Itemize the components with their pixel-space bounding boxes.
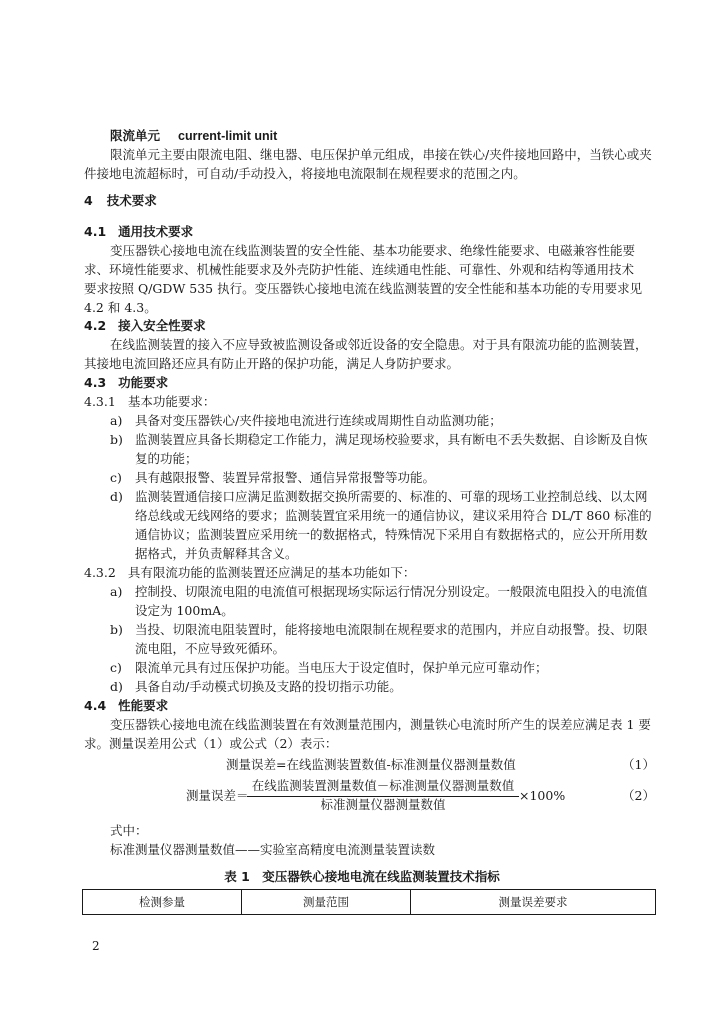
section-number: 4.3.1 [84,394,116,409]
section-4-3-2-heading [84,565,415,581]
section-4-3-1-heading [84,394,215,410]
section-number: 4.1 [84,224,107,239]
list-item-label: a) [110,413,123,428]
table-caption: 表 1 变压器铁心接地电流在线监测装置技术指标 [224,869,500,884]
spec-table [82,889,656,915]
list-item-label: c) [110,470,122,485]
formula-2-suffix: ×100% [519,788,566,803]
section-number: 4.2 [84,318,107,333]
table-header-cell: 测量范围 [242,890,411,915]
formula-1: 测量误差=在线监测装置数值-标准测量仪器测量数值 [226,757,516,772]
list-item-label: c) [110,660,122,675]
section-4-4-line: 变压器铁心接地电流在线监测装置在有效测量范围内，测量铁心电流时所产生的误差应满足表 1 要 [110,717,651,732]
list-item-text: 监测装置应具备长期稳定工作能力，满足现场校验要求，具有断电不丢失数据、自诊断及自恢 [135,432,648,447]
definition-line-2: 件接地电流超标时，可自动/手动投入，将接地电流限制在规程要求的范围之内。 [84,166,526,181]
list-item-label: d) [110,489,123,504]
section-title: 接入安全性要求 [118,318,206,333]
section-4-4-heading [84,698,168,714]
section-number: 4 [84,193,93,208]
list-item-text: 复的功能； [135,451,198,466]
section-4-heading [84,193,157,209]
list-item-text: 设定为 100mA。 [135,603,234,618]
section-title: 性能要求 [118,698,169,713]
formula-2-number: （2） [622,788,655,803]
term-chinese: 限流单元 [110,128,161,143]
page-number: 2 [92,939,100,953]
list-item-text: 流电阻，不应导致死循环。 [135,641,286,656]
section-4-1-line: 4.2 和 4.3。 [84,300,157,315]
section-title: 功能要求 [118,375,169,390]
list-item-text: 络总线或无线网络的要求；监测装置宜采用统一的通信协议，建议采用符合 DL/T 860 标准的 [135,508,652,523]
where-definition: 标准测量仪器测量数值——实验室高精度电流测量装置读数 [110,842,436,857]
where-label: 式中： [110,823,148,838]
section-title: 基本功能要求： [127,394,216,409]
section-4-1-heading [84,224,193,240]
section-title: 具有限流功能的监测装置还应满足的基本功能如下： [127,565,416,580]
formula-2-lhs: 测量误差＝ [186,788,249,803]
term-heading [110,128,277,144]
list-item-text: 限流单元具有过压保护功能。当电压大于设定值时，保护单元应可靠动作； [135,660,548,675]
section-4-2-line: 在线监测装置的接入不应导致被监测设备或邻近设备的安全隐患。对于具有限流功能的监测装置， [110,337,648,352]
section-4-2-heading [84,318,206,334]
list-item-label: a) [110,584,123,599]
list-item-text: 具备对变压器铁心/夹件接地电流进行连续或周期性自动监测功能； [135,413,502,428]
formula-1-number: （1） [622,757,655,772]
list-item-label: b) [110,622,123,637]
list-item-label: d) [110,679,123,694]
definition-line-1: 限流单元主要由限流电阻、继电器、电压保护单元组成，串接在铁心/夹件接地回路中，当铁心或夹 [110,147,652,162]
section-4-3-heading [84,375,168,391]
list-item-text: 具有越限报警、装置异常报警、通信异常报警等功能。 [135,470,436,485]
list-item-text: 通信协议；监测装置应采用统一的数据格式，特殊情况下采用自有数据格式的，应公开所用数 [135,527,648,542]
list-item-text: 控制投、切限流电阻的电流值可根据现场实际运行情况分别设定。一般限流电阻投入的电流值 [135,584,648,599]
list-item-text: 监测装置通信接口应满足监测数据交换所需要的、标准的、可靠的现场工业控制总线、以太网 [135,489,648,504]
list-item-text: 当投、切限流电阻装置时，能将接地电流限制在规程要求的范围内，并应自动报警。投、切限 [135,622,648,637]
section-number: 4.3.2 [84,565,116,580]
table-header-cell: 测量误差要求 [411,890,656,915]
list-item-text: 据格式，并负责解释其含义。 [135,546,298,561]
term-english: current-limit unit [178,129,278,143]
section-number: 4.4 [84,698,107,713]
list-item-label: b) [110,432,123,447]
section-4-1-line: 要求按照 Q/GDW 535 执行。变压器铁心接地电流在线监测装置的安全性能和基本功能的专用要求见 [84,281,643,296]
table-header-row [83,890,656,915]
section-title: 技术要求 [106,193,157,208]
table-header-cell: 检测参量 [83,890,242,915]
section-title: 通用技术要求 [118,224,194,239]
formula-2-numerator: 在线监测装置测量数值－标准测量仪器测量数值 [251,778,515,793]
section-4-1-line: 变压器铁心接地电流在线监测装置的安全性能、基本功能要求、绝缘性能要求、电磁兼容性能要 [110,243,636,258]
formula-2-denominator: 标准测量仪器测量数值 [320,797,446,812]
section-4-4-line: 求。测量误差用公式（1）或公式（2）表示： [84,736,338,751]
section-4-1-line: 求、环境性能要求、机械性能要求及外壳防护性能、连续通电性能、可靠性、外观和结构等通用技术 [84,262,635,277]
section-4-2-line: 其接地电流回路还应具有防止开路的保护功能，满足人身防护要求。 [84,356,460,371]
list-item-text: 具备自动/手动模式切换及支路的投切指示功能。 [135,679,402,694]
section-number: 4.3 [84,375,107,390]
